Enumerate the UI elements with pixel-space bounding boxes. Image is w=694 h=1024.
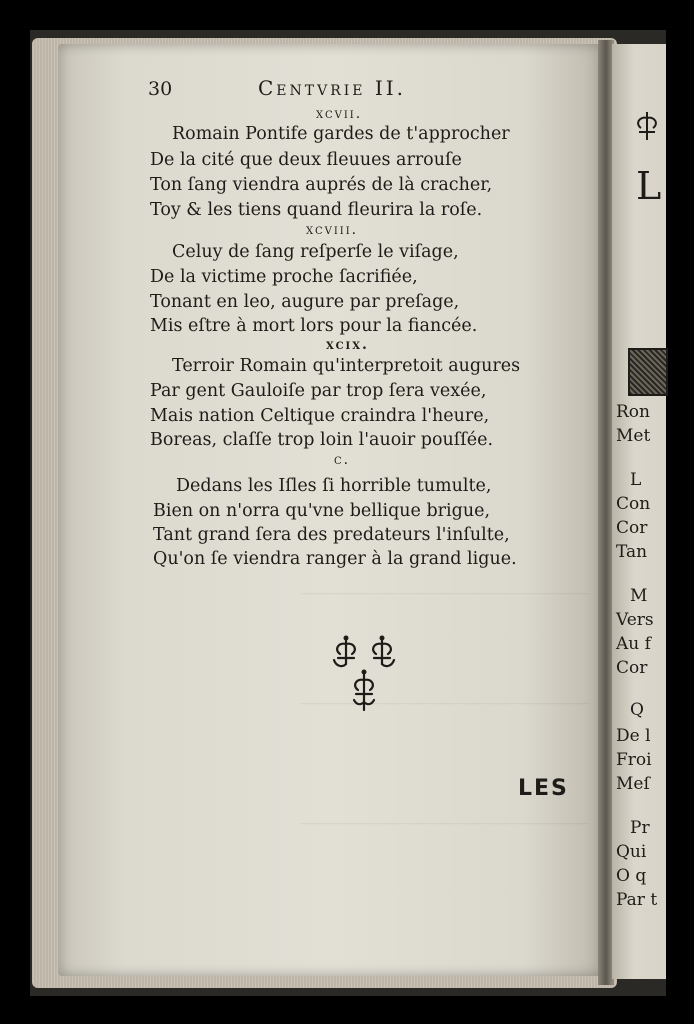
facing-page-initial: L <box>636 164 662 208</box>
verse-line: Terroir Romain qu'interpretoit augures <box>172 356 521 376</box>
verse-line: Toy & les tiens quand fleurira la roſe. <box>150 200 483 220</box>
catchword: LES <box>518 776 569 801</box>
facing-page-fragment: Cor <box>616 658 648 678</box>
facing-page-fragment: Meſ <box>616 774 650 794</box>
verse-line: Bien on n'orra qu'vne bellique brigue, <box>153 501 491 521</box>
facing-page-fragment: Par t <box>616 890 658 910</box>
facing-page-fragment: Con <box>616 494 651 514</box>
facing-page-fragment: Qui <box>616 842 647 862</box>
quatrain-numeral: xcix. <box>326 337 369 353</box>
verse-line: Celuy de ſang reſperſe le viſage, <box>172 242 459 262</box>
quatrain-numeral: c. <box>334 452 351 468</box>
verse-line: Romain Pontife gardes de t'approcher <box>172 124 510 144</box>
verse-line: De la victime proche ſacrifiée, <box>150 267 418 287</box>
facing-page-fragment: Ron <box>616 402 650 422</box>
page-title: Centvrie II. <box>258 76 407 100</box>
facing-page-fragment: Froi <box>616 750 652 770</box>
facing-page-fragment: Vers <box>616 610 654 630</box>
quatrain-numeral: xcvii. <box>316 106 363 122</box>
facing-page-fragment: Pr <box>630 818 650 838</box>
facing-page-fragment: Q <box>630 700 644 720</box>
quatrain-numeral: xcviii. <box>306 222 359 238</box>
facing-page-fragment: Met <box>616 426 651 446</box>
fleur-de-lis-ornament-icon <box>326 630 406 714</box>
verse-line: Qu'on ſe viendra ranger à la grand ligue. <box>153 549 517 569</box>
facing-page-fleuron-icon <box>630 108 664 144</box>
verse-line: Boreas, claſſe trop loin l'auoir pouſſée. <box>150 430 494 450</box>
verse-line: De la cité que deux fleuues arrouſe <box>150 150 462 170</box>
facing-page-fragment: Au f <box>616 634 651 654</box>
facing-page-fragment: M <box>630 586 648 606</box>
verse-line: Mis eſtre à mort lors pour la fiancée. <box>150 316 478 336</box>
verse-line: Ton ſang viendra auprés de là cracher, <box>150 175 493 195</box>
verse-line: Tonant en leo, augure par preſage, <box>150 292 460 312</box>
verse-line: Par gent Gauloiſe par trop ſera vexée, <box>150 381 487 401</box>
page-number: 30 <box>148 78 173 100</box>
facing-page-fragment: De l <box>616 726 651 746</box>
facing-page-fragment: L <box>630 470 642 490</box>
woodcut-initial <box>628 348 668 396</box>
verse-line: Tant grand ſera des predateurs l'inſulte, <box>153 525 510 545</box>
verse-line: Dedans les Iſles ſi horrible tumulte, <box>176 476 492 496</box>
verse-line: Mais nation Celtique craindra l'heure, <box>150 406 490 426</box>
facing-page-fragment: Tan <box>616 542 648 562</box>
facing-page-fragment: O q <box>616 866 647 886</box>
facing-page-fragment: Cor <box>616 518 648 538</box>
